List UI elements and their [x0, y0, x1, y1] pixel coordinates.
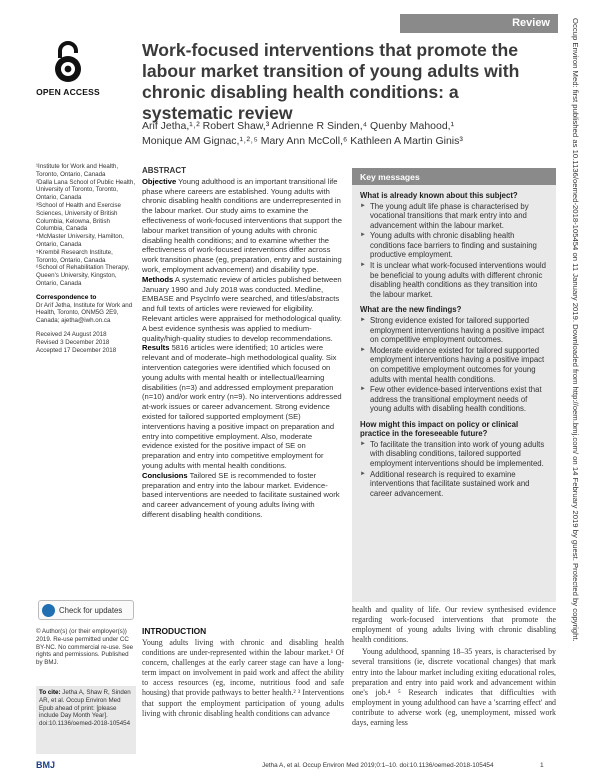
accepted-date: Accepted 17 December 2018	[36, 346, 117, 354]
key-question: What are the new findings?	[360, 305, 462, 315]
affiliations-column	[36, 163, 136, 354]
key-messages-heading: Key messages	[352, 168, 556, 185]
body-text-right	[352, 605, 556, 728]
key-list	[360, 316, 548, 414]
affiliation: ³School of Health and Exercise Sciences, University of British Columbia, Kelowna, British Columbia, Canada	[36, 201, 121, 233]
section-banner: Review	[400, 14, 558, 33]
download-side-note	[566, 18, 584, 758]
open-access-label: OPEN ACCESS	[36, 87, 100, 97]
to-cite-text: Jetha A, Shaw R, Sinden AR, et al. Occup Environ Med Epub ahead of print: [please include Day Month Year]. doi:10.1136/oemed-2018-105454	[39, 689, 131, 728]
abstract-section	[142, 275, 344, 344]
author-line: Monique AM Gignac,¹˒²˒⁵ Mary Ann McColl,⁶ Kathleen A Martin Ginis³	[142, 135, 463, 147]
download-side-note-text: Occup Environ Med: first published as 10.1136/oemed-2018-105454 on 11 January 2019. Downloaded from http://oem.bmj.com/ on 14 February 2019 by guest. Protected by copyright.	[571, 18, 580, 642]
abstract-heading: ABSTRACT	[142, 166, 186, 175]
check-updates-icon	[42, 604, 55, 617]
key-question: What is already known about this subject?	[360, 191, 518, 200]
abstract-section	[142, 471, 344, 520]
key-list-item: ► Additional research is required to examine interventions that facilitate sustained work and career advancement.	[360, 470, 548, 499]
author-line: Arif Jetha,¹˒² Robert Shaw,³ Adrienne R Sinden,⁴ Quenby Mahood,¹	[142, 120, 455, 132]
affiliation: ²Dalla Lana School of Public Health, University of Toronto, Toronto, Ontario, Canada	[36, 178, 136, 202]
abstract-section-label: Objective	[142, 176, 177, 186]
to-cite-box	[36, 686, 136, 754]
body-paragraph: Young adulthood, spanning 18–35 years, is characterised by several transitions (ie, discrete vocational changes) that mark entry into the labour market including exiting educational roles, preparation and entry into paid work and advancement within one's job.⁴ ⁵ Research indicates that difficulties with employment in young adulthood can have a 'scarring effect' and contribute to adverse work (eg, unemployment, missed work days, earning less	[352, 647, 556, 728]
key-list-item: ► To facilitate the transition into work of young adults with disabling conditions, tailored supported employment interventions should be implemented.	[360, 440, 548, 469]
abstract-section-text: 5816 articles were identified; 10 articles were relevant and of moderate–high methodological quality. Six intervention categories were identified which focused on young adults with mental health or intellectual/learning disabilities (n=3) and addressed employment preparation (n=10) and/or work entry (n=9). No interventions addressed at-work issues or career advancement. Strong evidence existed for tailored supported employment (SE) interventions having a positive impact on preparation and entry into competitive employment. Also, moderate evidence existed for the positive impact of SE on preparation and entry into competitive employment for young adults with mental health conditions.	[142, 343, 342, 470]
check-for-updates-button[interactable]	[38, 600, 134, 620]
key-messages-box	[352, 168, 556, 602]
abstract-section-text: Young adulthood is an important transitional life phase where careers are established. Young adults with chronic disabling health conditions are underrepresented in the labour market. Our study aims to examine the effectiveness of work-focused interventions that support the labour market transition of young adults with chronic disabling health conditions; and to examine whether the effectiveness of work-focused interventions differ across work transition phase (eg, preparation, entry and sustaining work, employment advancement) and disability type.	[142, 176, 342, 274]
received-date: Received 24 August 2018	[36, 330, 107, 338]
abstract-section-label: Methods	[142, 274, 174, 284]
abstract-section-text: Tailored SE is recommended to foster preparation and entry into the labour market. Evidence-based interventions are needed to facilitate sustained work and career advancement of young adults living with different disabling health conditions.	[142, 470, 340, 519]
revised-date: Revised 3 December 2018	[36, 338, 110, 346]
footer-citation: Jetha A, et al. Occup Environ Med 2019;0:1–10. doi:10.1136/oemed-2018-105454	[262, 762, 494, 769]
introduction-heading: INTRODUCTION	[142, 626, 207, 636]
key-list-item: ► Young adults with chronic disabling health conditions face barriers to finding and sustaining productive employment.	[360, 231, 548, 260]
abstract-section-label: Results	[142, 343, 170, 353]
key-list-item: ► Moderate evidence existed for tailored supported employment interventions having a positive impact on competitive employment outcomes for young adults with mental health conditions.	[360, 346, 548, 384]
affiliation: ⁴McMaster University, Hamilton, Ontario, Canada	[36, 233, 124, 248]
article-title: Work-focused interventions that promote the labour market transition of young adults with chronic disabling health conditions: a systematic review	[142, 40, 520, 123]
abstract-section-label: Conclusions	[142, 470, 188, 480]
introduction-text: Young adults living with chronic and disabling health conditions are under-represented within the labour market.¹ Of concern, challenges at the early career stage can have a long-term impact on involvement in paid work and affect the ability to access resources (eg, income, nutritious food and safe housing) that provide pathways to better health.² ³ Interventions that support the employment participation of young adults living with chronic disabling health conditions can advance	[142, 638, 344, 718]
abstract	[142, 166, 344, 520]
key-question: How might this impact on policy or clinical practice in the foreseeable future?	[360, 419, 519, 439]
key-list	[360, 202, 548, 300]
key-list-item: ► Few other evidence-based interventions exist that address the transitional employment needs of young adults with disabling health conditions.	[360, 385, 548, 414]
check-for-updates-label: Check for updates	[59, 605, 123, 615]
key-list-item: ► The young adult life phase is characterised by vocational transitions that mark entry into and advancement within the labour market.	[360, 202, 548, 231]
body-paragraph: health and quality of life. Our review synthesised evidence regarding work-focused interventions that promote the employment of young adults living with chronic disabling health conditions.	[352, 605, 556, 645]
correspondence-heading: Correspondence to	[36, 293, 97, 301]
affiliation: ⁶School of Rehabilitation Therapy, Queen's University, Kingston, Ontario, Canada	[36, 264, 130, 287]
key-list-item: ► It is unclear what work-focused interventions would be beneficial to young adults with different chronic disabling health conditions as they transition into the labour market.	[360, 261, 548, 299]
abstract-section	[142, 177, 344, 275]
affiliation: ⁵Krembil Research Institute, Toronto, Ontario, Canada	[36, 248, 113, 264]
affiliation: ¹Institute for Work and Health, Toronto, Ontario, Canada	[36, 163, 119, 178]
bmj-logo: BMJ	[36, 760, 56, 770]
open-access-logo	[36, 40, 100, 97]
abstract-section	[142, 343, 344, 470]
author-list	[142, 119, 552, 149]
to-cite-label: To cite:	[39, 689, 61, 696]
key-list-item: ► Strong evidence existed for tailored supported employment interventions having a positive impact on competitive employment outcomes.	[360, 316, 548, 345]
abstract-section-text: A systematic review of articles published between January 1990 and July 2018 was conducted. Medline, EMBASE and PsycInfo were searched, and titles/abstracts and full texts of articles were reviewed for eligibility. Relevant articles were appraised for methodological quality. A best evidence synthesis was applied to medium-quality/high-quality studies to develop recommendations.	[142, 274, 342, 343]
copyright-notice: © Author(s) (or their employer(s)) 2019. Re-use permitted under CC BY-NC. No commercial re-use. See rights and permissions. Published by BMJ.	[36, 628, 134, 667]
article-dates	[36, 331, 136, 354]
page-number: 1	[540, 762, 544, 769]
open-access-lock-icon	[52, 40, 84, 84]
key-list	[360, 440, 548, 499]
correspondence-text: Dr Arif Jetha, Institute for Work and Health, Toronto, ONM5G 2E9, Canada; ajetha@iwh.on.ca	[36, 301, 133, 325]
